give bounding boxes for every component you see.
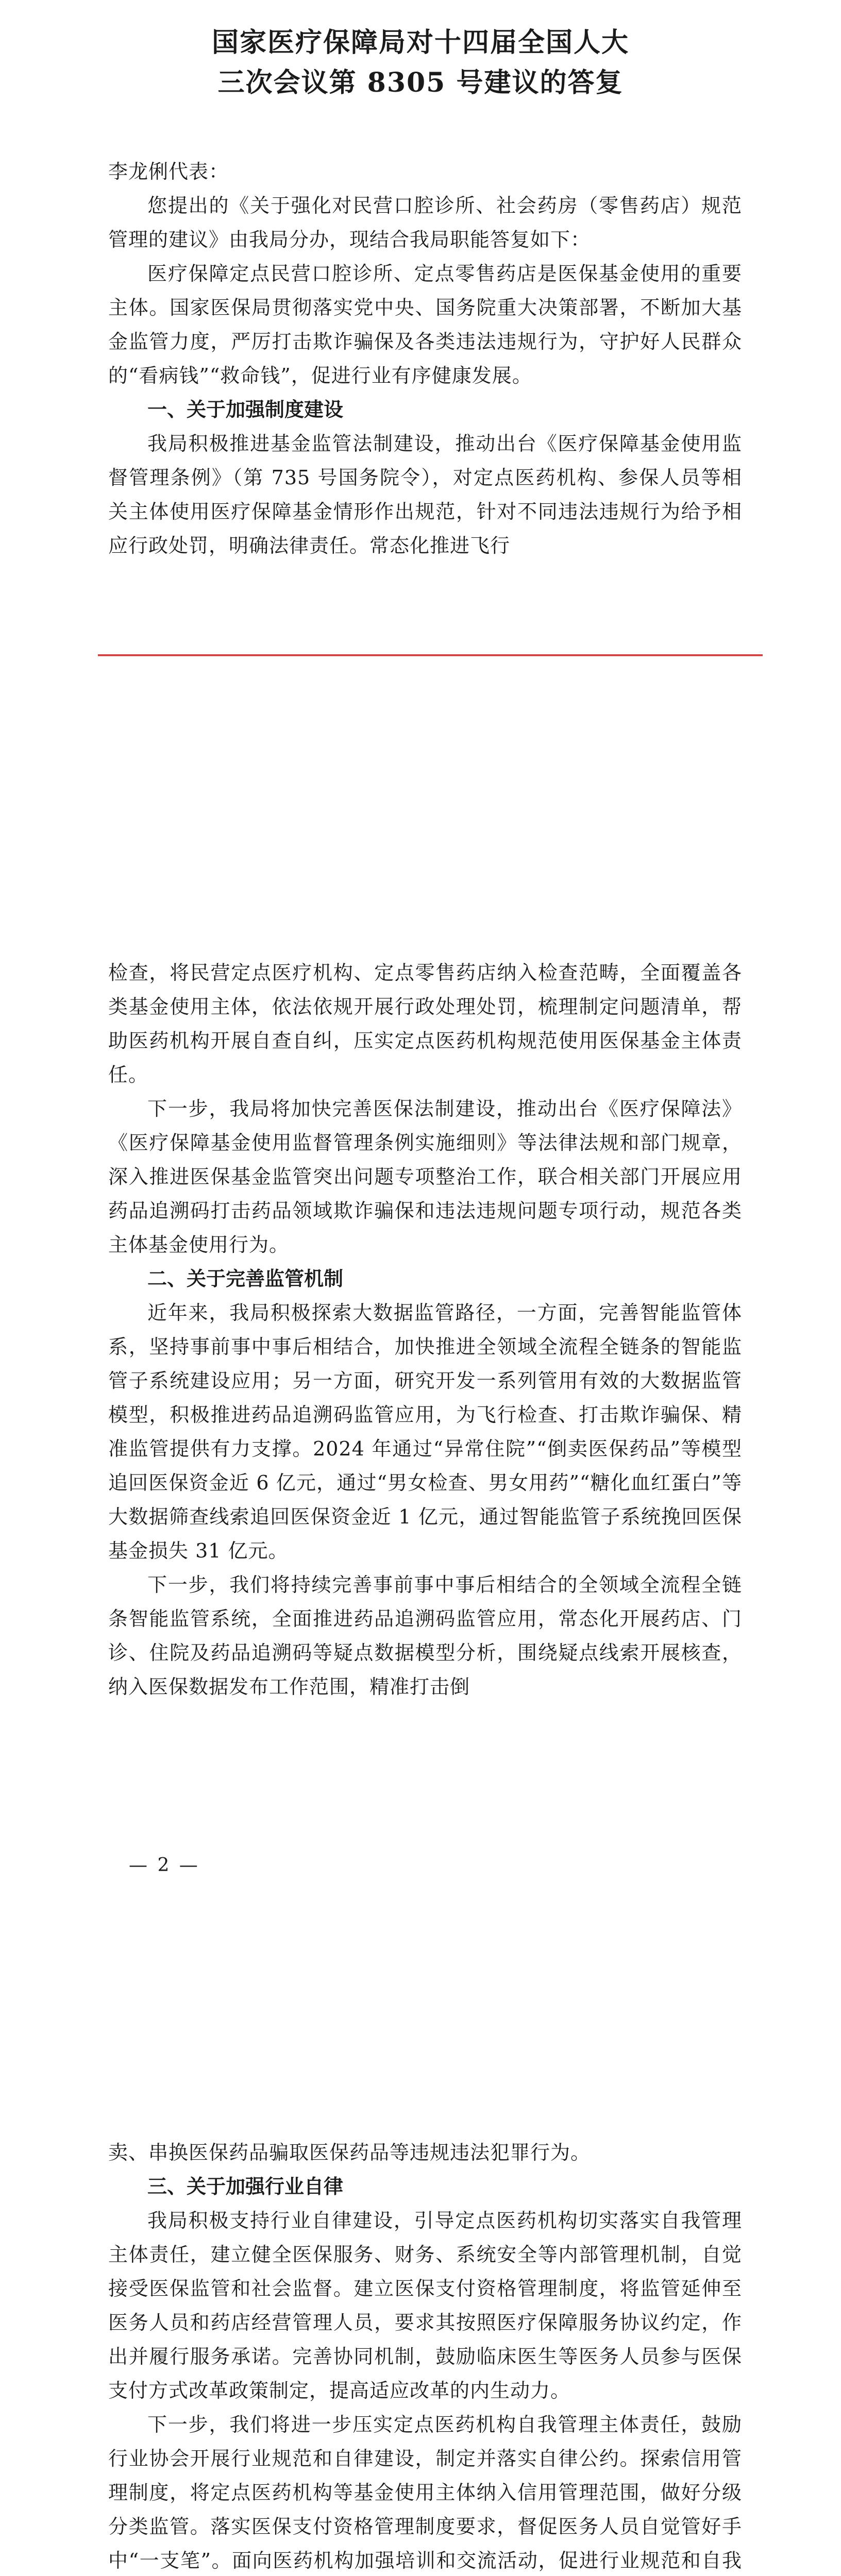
section3-paragraph-1: 我局积极支持行业自律建设，引导定点医药机构切实落实自我管理主体责任，建立健全医保服务、财务、系统安全等内部管理机制，自觉接受医保监管和社会监督。建立医保支付资格管理制度，将监管延伸至医务人员和药店经营管理人员，要求其按照医疗保障服务协议约定，作出并履行服务承诺。完善协同机制，鼓励临床医生等医务人员参与医保支付方式改革政策制定，提高适应改革的内生动力。 <box>108 2209 742 2402</box>
document-title-line2: 三次会议第 8305 号建议的答复 <box>217 67 624 98</box>
intro-paragraph-1: 您提出的《关于强化对民营口腔诊所、社会药房（零售药店）规范管理的建议》由我局分办，现结合我局职能答复如下： <box>108 194 742 251</box>
page-3-body <box>108 2136 742 2576</box>
section1-heading: 一、关于加强制度建设 <box>147 398 344 421</box>
section2-paragraph-1: 近年来，我局积极探索大数据监管路径，一方面，完善智能监管体系，坚持事前事中事后相结合，加快推进全领域全流程全链条的智能监管子系统建设应用；另一方面，研究开发一系列管用有效的大数据监管模型，积极推进药品追溯码监管应用，为飞行检查、打击欺诈骗保、精准监管提供有力支撑。2024 年通过“异常住院”“倒卖医保药品”等模型追回医保资金近 6 亿元，通过“男女检查、男女用药”“糖化血红蛋白”等大数据筛查线索追回医保资金近 1 亿元，通过智能监管子系统挽回医保基金损失 31 亿元。 <box>108 1301 742 1562</box>
intro-paragraph-2: 医疗保障定点民营口腔诊所、定点零售药店是医保基金使用的重要主体。国家医保局贯彻落实党中央、国务院重大决策部署，不断加大基金监管力度，严厉打击欺诈骗保及各类违法违规行为，守护好人民群众的“看病钱”“救命钱”，促进行业有序健康发展。 <box>108 262 742 387</box>
page-number-2: — 2 — <box>129 1855 200 1876</box>
section1-paragraph-2: 下一步，我局将加快完善医保法制建设，推动出台《医疗保障法》《医疗保障基金使用监督管理条例实施细则》等法律法规和部门规章，深入推进医保基金监管突出问题专项整治工作，联合相关部门开展应用药品追溯码打击药品领域欺诈骗保和违法违规问题专项行动，规范各类主体基金使用行为。 <box>108 1097 742 1256</box>
section1-paragraph-1-part2: 检查，将民营定点医疗机构、定点零售药店纳入检查范畴，全面覆盖各类基金使用主体，依法依规开展行政处理处罚，梳理制定问题清单，帮助医药机构开展自查自纠，压实定点医药机构规范使用医保基金主体责任。 <box>108 961 742 1086</box>
page-1-body <box>108 155 742 563</box>
section3-paragraph-2: 下一步，我们将进一步压实定点医药机构自我管理主体责任，鼓励行业协会开展行业规范和自律建设，制定并落实自律公约。探索信用管理制度，将定点医药机构等基金使用主体纳入信用管理范围，做好分级分类监管。落实医保支付资格管理制度要求，督促医务人员自觉管好手中“一支笔”。面向医药机构加强培训和交流活动，促进行业规范和自我 <box>108 2413 742 2572</box>
section1-paragraph-1-part1: 我局积极推进基金监管法制建设，推动出台《医疗保障基金使用监督管理条例》（第 735 号国务院令），对定点医药机构、参保人员等相关主体使用医疗保障基金情形作出规范，针对不同违法违规行为给予相应行政处罚，明确法律责任。常态化推进飞行 <box>108 432 742 557</box>
section3-heading: 三、关于加强行业自律 <box>147 2175 344 2198</box>
document-title-line1: 国家医疗保障局对十四届全国人大 <box>211 27 629 58</box>
salutation: 李龙俐代表： <box>108 160 229 183</box>
section2-paragraph-2-part2: 卖、串换医保药品骗取医保药品等违规违法犯罪行为。 <box>108 2141 591 2164</box>
section2-paragraph-2-part1: 下一步，我们将持续完善事前事中事后相结合的全领域全流程全链条智能监管系统，全面推进药品追溯码监管应用，常态化开展药店、门诊、住院及药品追溯码等疑点数据模型分析，围绕疑点线索开展核查，纳入医保数据发布工作范围，精准打击倒 <box>108 1573 742 1698</box>
page-divider-line <box>98 654 763 656</box>
page-2-body <box>108 956 742 1704</box>
section2-heading: 二、关于完善监管机制 <box>147 1267 344 1290</box>
